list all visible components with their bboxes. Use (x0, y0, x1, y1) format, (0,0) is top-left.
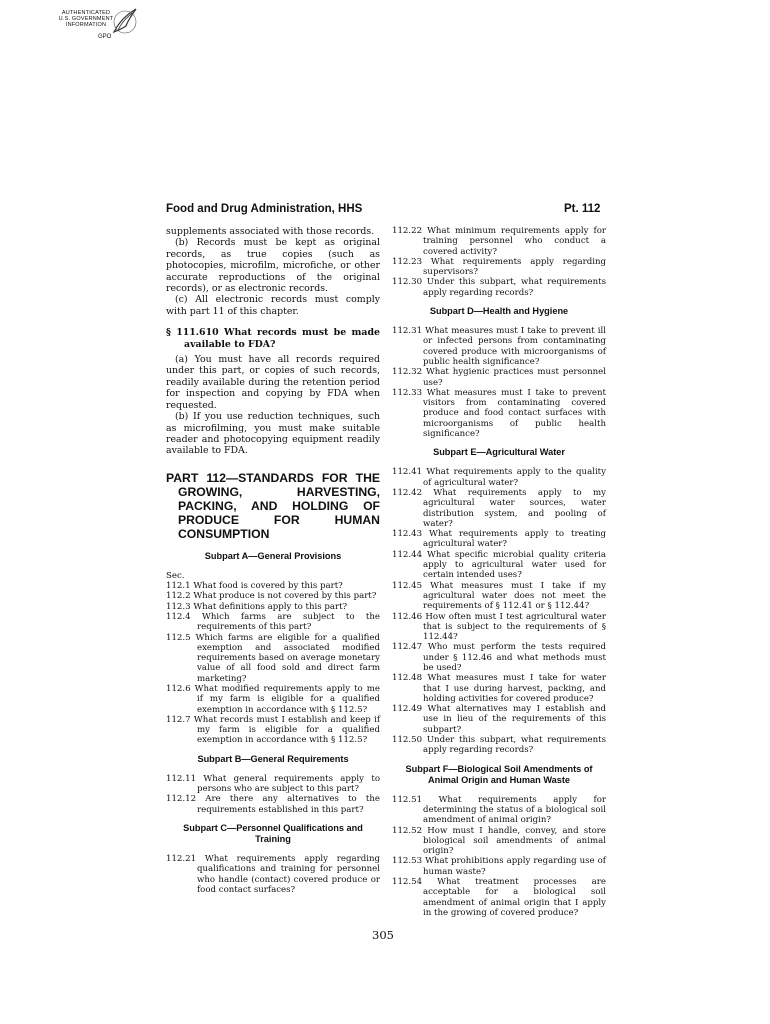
toc-entry: 112.5 Which farms are eligible for a qualified exemption and associated modified requirements based on average monetary value of all food sold and direct farm marketing? (166, 632, 380, 684)
gpo-mark: GPO (98, 34, 112, 40)
paragraph: (a) You must have all records required under this part, or copies of such records, readily available during the retention period for inspection and copying by FDA when requested. (166, 354, 380, 411)
toc-entry: 112.52 How must I handle, convey, and store biological soil amendments of animal origin? (392, 825, 606, 857)
part-heading: PART 112—STANDARDS FOR THE GROWING, HARVESTING, PACKING, AND HOLDING OF PRODUCE FOR HUMAN CONSUMPTION (166, 470, 380, 541)
toc-entry: 112.12 Are there any alternatives to the requirements established in this part? (166, 794, 380, 815)
logo-line: U.S. GOVERNMENT (58, 16, 114, 22)
running-header-part: Pt. 112 (564, 203, 601, 215)
toc-entry: 112.43 What requirements apply to treating agricultural water? (392, 529, 606, 550)
toc-entry: 112.44 What specific microbial quality criteria apply to agricultural water used for certain intended uses? (392, 549, 606, 581)
toc-entry: 112.21 What requirements apply regarding qualifications and training for personnel who handle (contact) covered produce or food contact surfaces? (166, 853, 380, 895)
subpart-heading: Subpart C—Personnel Qualifications and Training (183, 822, 363, 844)
toc-entry: 112.6 What modified requirements apply to me if my farm is eligible for a qualified exemption in accordance with § 112.5? (166, 683, 380, 715)
toc-entry: 112.51 What requirements apply for determining the status of a biological soil amendment of animal origin? (392, 794, 606, 826)
toc-entry: 112.23 What requirements apply regarding supervisors? (392, 256, 606, 278)
logo-text (58, 10, 114, 28)
toc-entry: 112.32 What hygienic practices must personnel use? (392, 367, 606, 388)
toc-entry: 112.53 What prohibitions apply regarding use of human waste? (392, 856, 606, 877)
right-column (392, 226, 606, 918)
toc-entry: 112.30 Under this subpart, what requirements apply regarding records? (392, 277, 606, 298)
toc-entry: 112.41 What requirements apply to the quality of agricultural water? (392, 467, 606, 488)
toc-entry: 112.49 What alternatives may I establish and use in lieu of the requirements of this subpart? (392, 704, 606, 735)
toc-entry: 112.11 What general requirements apply to persons who are subject to this part? (166, 773, 380, 795)
toc-entry: 112.46 How often must I test agricultural water that is subject to the requirements of § 112.44? (392, 611, 606, 643)
eagle-icon (110, 6, 140, 38)
left-column (166, 226, 380, 895)
toc-entry: 112.22 What minimum requirements apply for training personnel who conduct a covered activity? (392, 226, 606, 257)
paragraph: (b) Records must be kept as original records, as true copies (such as photocopies, microfilm, microfiche, or other accurate reproductions of the original records), or as electronic records. (166, 237, 380, 295)
subpart-heading: Subpart F—Biological Soil Amendments of Animal Origin and Human Waste (405, 763, 593, 785)
paragraph: supplements associated with those records. (166, 226, 375, 237)
toc-entry: 112.31 What measures must I take to prevent ill or infected persons from contaminating covered produce with microorganisms of public health significance? (392, 326, 606, 367)
toc-entry: 112.50 Under this subpart, what requirements apply regarding records? (392, 735, 606, 756)
toc-entry: 112.42 What requirements apply to my agricultural water sources, water distribution system, and pooling of water? (392, 487, 606, 529)
subpart-heading: Subpart D—Health and Hygiene (429, 306, 569, 317)
logo-line: AUTHENTICATED (61, 10, 111, 16)
logo-line: INFORMATION (65, 22, 107, 28)
section-heading: § 111.610 What records must be made available to FDA? (166, 327, 380, 350)
toc-entry: 112.45 What measures must I take if my agricultural water does not meet the requirements of § 112.41 or § 112.44? (392, 580, 606, 612)
toc-entry: 112.7 What records must I establish and keep if my farm is eligible for a qualified exemption in accordance with § 112.5? (166, 714, 380, 746)
sec-label: Sec. (166, 570, 185, 581)
toc-entry: 112.54 What treatment processes are acceptable for a biological soil amendment of animal origin that I apply in the growing of covered produce? (392, 877, 606, 918)
page-number: 305 (372, 928, 394, 942)
running-header-agency: Food and Drug Administration, HHS (166, 203, 363, 215)
toc-entry: 112.33 What measures must I take to prevent visitors from contaminating covered produce and food contact surfaces with microorganisms of public health significance? (392, 387, 606, 440)
subpart-heading: Subpart A—General Provisions (204, 550, 342, 561)
toc-entry: 112.4 Which farms are subject to the requirements of this part? (166, 611, 380, 633)
subpart-heading: Subpart E—Agricultural Water (433, 447, 565, 458)
paragraph: (b) If you use reduction techniques, such as microfilming, you must make suitable reader and photocopying equipment readily available to FDA. (166, 411, 380, 457)
toc-entry: 112.2 What produce is not covered by this part? (166, 591, 377, 602)
gpo-authentication-logo (58, 6, 142, 48)
paragraph: (c) All electronic records must comply with part 11 of this chapter. (166, 294, 380, 317)
toc-entry: 112.1 What food is covered by this part? (166, 581, 343, 592)
toc-entry: 112.48 What measures must I take for water that I use during harvest, packing, and holding activities for covered produce? (392, 673, 606, 704)
toc-entry: 112.3 What definitions apply to this part? (166, 601, 348, 612)
toc-entry: 112.47 Who must perform the tests required under § 112.46 and what methods must be used? (392, 642, 606, 673)
subpart-heading: Subpart B—General Requirements (197, 753, 349, 764)
